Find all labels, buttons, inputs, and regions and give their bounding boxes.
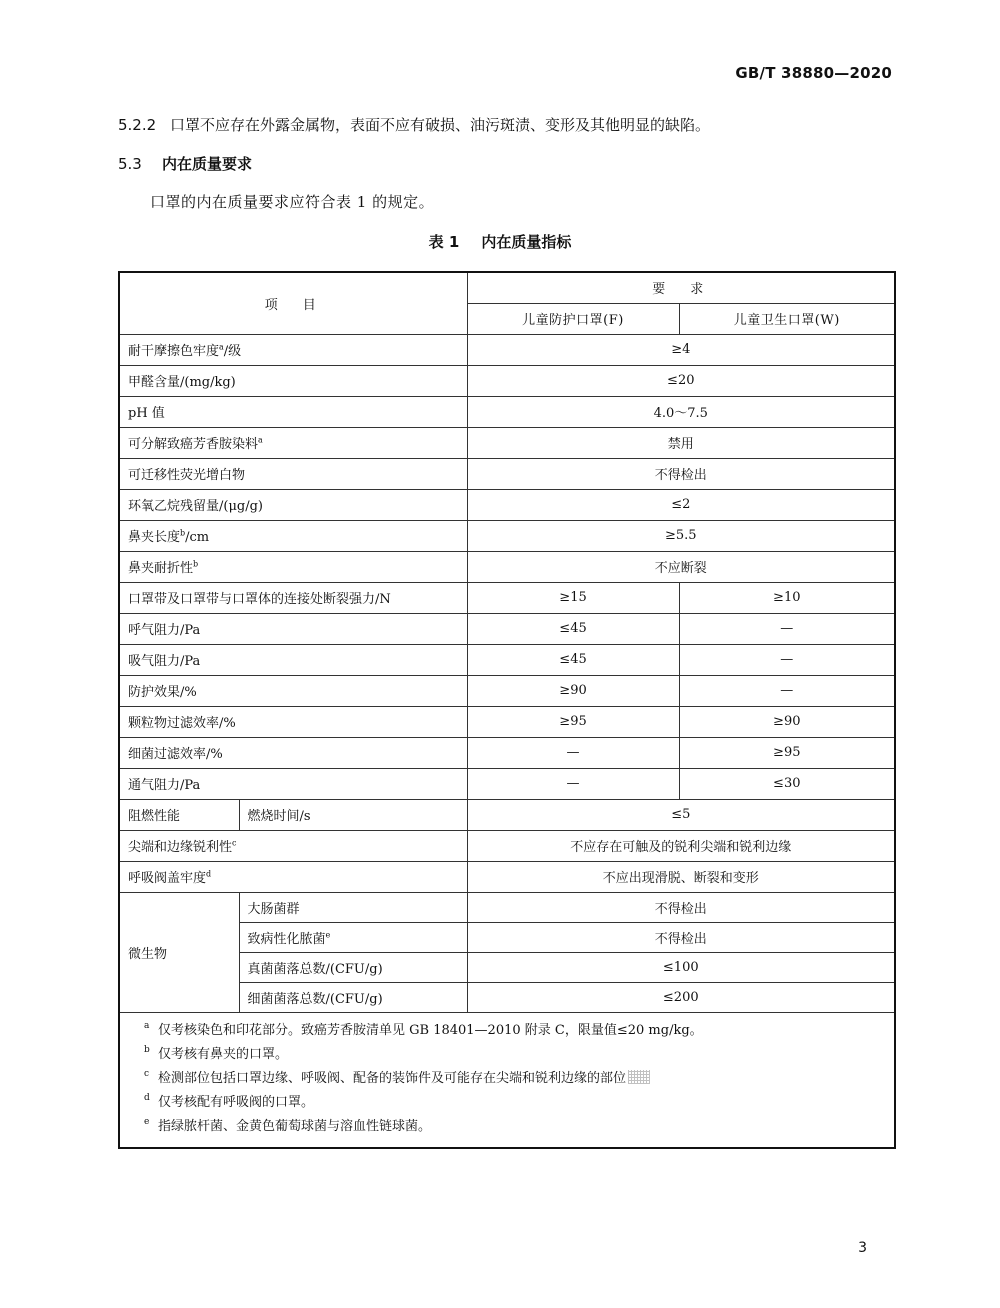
row-item: 甲醛含量/(mg/kg)	[119, 365, 467, 396]
row-value: ≤2	[467, 489, 895, 520]
row-value: 不应出现滑脱、断裂和变形	[467, 861, 895, 892]
row-value: 不得检出	[467, 922, 895, 952]
row-value: ≥4	[467, 334, 895, 365]
row-value-w: —	[679, 644, 895, 675]
table-row	[119, 706, 895, 737]
row-value-f: —	[467, 768, 679, 799]
row-item: 呼气阻力/Pa	[119, 613, 467, 644]
row-subitem: 真菌菌落总数/(CFU/g)	[239, 952, 467, 982]
quality-table	[118, 271, 896, 1149]
row-value: ≥5.5	[467, 520, 895, 551]
footnote-c: c 检测部位包括口罩边缘、呼吸阀、配备的装饰件及可能存在尖端和锐利边缘的部位	[144, 1067, 884, 1091]
row-item: 可分解致癌芳香胺染料$^a$	[119, 427, 467, 458]
header-w: 儿童卫生口罩(W)	[679, 303, 895, 334]
table-header-row	[119, 272, 895, 303]
footnote-d: d 仅考核配有呼吸阀的口罩。	[144, 1093, 315, 1110]
row-item: 可迁移性荧光增白物	[119, 458, 467, 489]
row-value: 4.0～7.5	[467, 396, 895, 427]
row-value: 不得检出	[467, 458, 895, 489]
row-value: ≤200	[467, 982, 895, 1012]
clause-5-2-2	[118, 114, 710, 135]
table-notes-row	[119, 1012, 895, 1148]
standard-code: GB/T 38880—2020	[735, 64, 892, 82]
table-label: 表 1	[428, 233, 460, 251]
row-value-w: —	[679, 613, 895, 644]
row-group: 微生物	[119, 892, 239, 1012]
row-value-f: —	[467, 737, 679, 768]
row-value-f: ≤45	[467, 644, 679, 675]
table-row-sharp	[119, 830, 895, 861]
clause-number: 5.3	[118, 155, 142, 173]
row-value-f: ≤45	[467, 613, 679, 644]
row-value: ≤5	[467, 799, 895, 830]
header-f: 儿童防护口罩(F)	[467, 303, 679, 334]
row-value-w: —	[679, 675, 895, 706]
table-row-micro	[119, 892, 895, 922]
row-item: 耐干摩擦色牢度$^a$/级	[119, 334, 467, 365]
row-value-w: ≤30	[679, 768, 895, 799]
row-value-f: ≥90	[467, 675, 679, 706]
table-row	[119, 489, 895, 520]
row-group: 阻燃性能	[119, 799, 239, 830]
table-row	[119, 520, 895, 551]
row-value-w: ≥10	[679, 582, 895, 613]
table-row	[119, 613, 895, 644]
row-value-f: ≥15	[467, 582, 679, 613]
row-item: 环氧乙烷残留量/(μg/g)	[119, 489, 467, 520]
table-row-valve	[119, 861, 895, 892]
clause-5-3	[118, 153, 252, 174]
table-row	[119, 582, 895, 613]
section-title: 内在质量要求	[162, 155, 253, 173]
footnote-a: a 仅考核染色和印花部分。致癌芳香胺清单见 GB 18401—2010 附录 C，限量值≤20 mg/kg。	[144, 1021, 703, 1038]
clause-text: 口罩不应存在外露金属物，表面不应有破损、油污斑渍、变形及其他明显的缺陷。	[170, 116, 711, 134]
table-row	[119, 644, 895, 675]
table-row	[119, 458, 895, 489]
row-item: 吸气阻力/Pa	[119, 644, 467, 675]
row-subitem: 致病性化脓菌$^e$	[239, 922, 467, 952]
row-item: 尖端和边缘锐利性$^c$	[119, 830, 467, 861]
table-row	[119, 551, 895, 582]
row-value-w: ≥95	[679, 737, 895, 768]
row-item: 呼吸阀盖牢度$^d$	[119, 861, 467, 892]
row-value: 禁用	[467, 427, 895, 458]
row-value: 不应断裂	[467, 551, 895, 582]
scan-artifact	[628, 1070, 650, 1084]
clause-number: 5.2.2	[118, 116, 157, 134]
row-item: 颗粒物过滤效率/%	[119, 706, 467, 737]
footnote-b: b 仅考核有鼻夹的口罩。	[144, 1045, 289, 1062]
table-row	[119, 334, 895, 365]
row-item: 通气阻力/Pa	[119, 768, 467, 799]
row-subitem: 燃烧时间/s	[239, 799, 467, 830]
table-row	[119, 365, 895, 396]
row-subitem: 大肠菌群	[239, 892, 467, 922]
row-item: 口罩带及口罩带与口罩体的连接处断裂强力/N	[119, 582, 467, 613]
row-value-w: ≥90	[679, 706, 895, 737]
row-item: 细菌过滤效率/%	[119, 737, 467, 768]
table-row-flame	[119, 799, 895, 830]
table-row	[119, 427, 895, 458]
table-row	[119, 737, 895, 768]
table-notes	[119, 1012, 895, 1148]
table-title: 内在质量指标	[481, 233, 572, 251]
table-caption	[0, 231, 1000, 252]
row-value: ≤100	[467, 952, 895, 982]
header-requirement: 要 求	[467, 272, 895, 303]
row-subitem: 细菌菌落总数/(CFU/g)	[239, 982, 467, 1012]
row-item: 鼻夹长度$^b$/cm	[119, 520, 467, 551]
table-row	[119, 675, 895, 706]
row-value: 不应存在可触及的锐利尖端和锐利边缘	[467, 830, 895, 861]
table-row	[119, 768, 895, 799]
table-row	[119, 396, 895, 427]
row-item: 鼻夹耐折性$^b$	[119, 551, 467, 582]
row-value: 不得检出	[467, 892, 895, 922]
footnote-e: e 指绿脓杆菌、金黄色葡萄球菌与溶血性链球菌。	[144, 1117, 432, 1134]
row-value: ≤20	[467, 365, 895, 396]
page-number: 3	[858, 1240, 867, 1256]
row-item: pH 值	[119, 396, 467, 427]
body-paragraph: 口罩的内在质量要求应符合表 1 的规定。	[150, 193, 435, 211]
row-value-f: ≥95	[467, 706, 679, 737]
header-item: 项 目	[119, 272, 467, 334]
row-item: 防护效果/%	[119, 675, 467, 706]
